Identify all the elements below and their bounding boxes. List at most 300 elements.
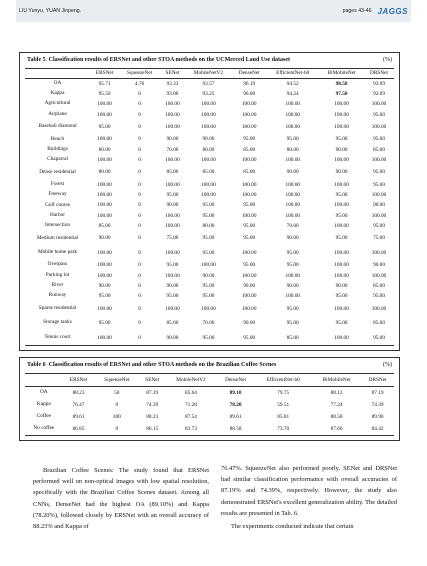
row-label: Agricultural: [44, 100, 71, 107]
table-cell: 100.00: [285, 156, 301, 163]
table-cell: 100.00: [285, 293, 301, 300]
running-header: [16, 0, 411, 22]
row-label: Airplane: [48, 110, 67, 117]
table-cell: 100.00: [201, 123, 216, 130]
table-cell: 95.00: [243, 235, 256, 242]
table-cell: 95.00: [286, 262, 299, 269]
table-cell: 80.00: [202, 146, 215, 153]
table-row: [25, 423, 394, 436]
table-cell: 95.00: [202, 249, 215, 256]
table-cell: 100.00: [97, 192, 112, 199]
table-cell: 95.00: [185, 330, 232, 345]
table-cell: 95.00: [335, 192, 348, 199]
table-cell: 0: [138, 192, 141, 199]
table-cell: 0: [138, 249, 141, 256]
table-cell: 95.00: [335, 136, 348, 143]
table-cell: 100.00: [241, 212, 257, 219]
table-cell: 100.00: [165, 222, 180, 229]
table-row: [25, 399, 394, 411]
row-label: No coffee: [25, 423, 63, 436]
row-label: Intersection: [45, 222, 71, 229]
table5-label: Table 5: [27, 57, 46, 63]
table-cell: 93.57: [202, 80, 215, 87]
table-cell: 89.10: [229, 389, 242, 396]
table-cell: 100.00: [165, 249, 180, 256]
table-cell: 100.00: [334, 222, 349, 229]
table-cell: 92.09: [373, 90, 385, 97]
table-cell: 100.00: [97, 111, 112, 118]
table-row: [25, 231, 394, 246]
table-cell: 100.00: [334, 262, 349, 269]
table-cell: 85.00: [373, 320, 385, 326]
table-cell: 95.00: [286, 320, 299, 326]
table-cell: 95.00: [373, 169, 385, 176]
table-cell: 90.00: [335, 169, 348, 176]
table-cell: 75.00: [166, 235, 179, 242]
column-header: DenseNet: [217, 373, 255, 386]
table-cell: 0: [138, 169, 141, 176]
table-cell: 95.00: [98, 293, 111, 300]
table-row: [25, 210, 394, 220]
table-row: [25, 99, 394, 109]
table-cell: 100.00: [334, 111, 349, 118]
table-cell: 95.00: [286, 136, 299, 143]
table-row: [25, 281, 394, 291]
table-cell: 95.00: [364, 330, 394, 345]
table-cell: 80.00: [98, 146, 111, 153]
column-header: DRSNet: [364, 68, 394, 78]
table-row: [25, 144, 394, 154]
table-cell: 100.00: [201, 262, 216, 269]
row-label: Chaparral: [47, 156, 68, 163]
table-cell: 70.00: [286, 222, 299, 229]
table-cell: 98.58: [335, 80, 348, 87]
table-row: [25, 134, 394, 144]
table-cell: 95.00: [243, 202, 256, 209]
paragraph: 76.47%. SqueezeNet also performed poorly. SENet and DRSNet had similar classification performance with overall accuracies of 87.19% and 74.39%, respectively. However, the study also demonstrated ERSNet's excellent generalization ability. The detailed results are presented in Tab. 6.: [221, 465, 397, 517]
table-cell: 94.52: [286, 80, 299, 87]
table-row: [25, 109, 394, 119]
table-cell: 100.00: [371, 305, 387, 312]
table-cell: 0: [138, 235, 141, 242]
table-cell: 100.00: [241, 272, 257, 279]
row-label: Harbor: [50, 211, 66, 218]
table-cell: 100.00: [165, 101, 180, 108]
row-label: River: [51, 282, 64, 288]
table-cell: 100.00: [90, 330, 119, 345]
table-cell: 95.00: [243, 262, 256, 269]
table-cell: 87.66: [312, 423, 361, 436]
table-row: [25, 270, 394, 280]
table-cell: 100.00: [371, 156, 387, 163]
table-row: [25, 316, 394, 331]
table-cell: 95.00: [166, 293, 179, 300]
table5-box: [19, 52, 400, 351]
column-header: MobileNetV2: [165, 373, 217, 386]
table-cell: 86.15: [139, 423, 165, 436]
table-cell: 87.54: [185, 413, 197, 420]
row-label: OA: [39, 388, 48, 395]
column-header: [25, 68, 90, 78]
column-header: ERSNet: [90, 68, 119, 78]
table-cell: 100.00: [241, 192, 257, 199]
table-cell: 95.00: [243, 222, 256, 229]
table-cell: 95.00: [286, 249, 299, 256]
body-column-left: [33, 463, 209, 532]
row-label: Golf course: [45, 201, 70, 208]
table-cell: 79.75: [277, 389, 290, 396]
table-cell: 100.00: [97, 136, 112, 143]
row-label: Parking lot: [45, 271, 70, 278]
table-cell: 0: [138, 212, 141, 219]
table5-unit: (%): [383, 57, 392, 63]
column-header: SENet: [160, 68, 185, 78]
row-label: Baseball diamond: [38, 123, 77, 130]
table-cell: 85.00: [266, 330, 319, 345]
row-label: Medium residential: [36, 234, 79, 241]
table-cell: 100.00: [334, 181, 349, 188]
table-cell: 100.00: [201, 192, 216, 199]
table-cell: 100.00: [165, 305, 180, 312]
table-cell: 100.00: [371, 212, 387, 219]
row-label: Sparse residential: [38, 304, 77, 311]
table-cell: 100.00: [334, 202, 349, 209]
table-cell: 90.00: [373, 262, 385, 269]
column-header: MobileNetV2: [185, 68, 232, 78]
row-label: Freeway: [48, 191, 67, 198]
table-cell: 93.00: [166, 90, 179, 97]
table-cell: 100.00: [371, 101, 387, 108]
table-cell: 71.28: [185, 401, 197, 408]
table6-title: Classification results of ERSNet and other STOA methods on the Brazilian Coffee Scenes: [48, 362, 277, 368]
table-cell: 90.00: [335, 282, 348, 289]
table-row: [25, 411, 394, 423]
column-header: SqueezeNet: [94, 373, 139, 386]
table-cell: 85.00: [243, 146, 256, 153]
table-cell: 100.00: [285, 192, 301, 199]
table-cell: 95.00: [202, 293, 215, 300]
table-cell: 100.00: [285, 181, 301, 188]
table-cell: 90.00: [286, 169, 299, 176]
table-cell: 100.00: [334, 249, 349, 256]
table-cell: 95.00: [202, 282, 215, 289]
table-cell: 95.00: [373, 136, 385, 143]
table-cell: 100.00: [165, 156, 180, 163]
table-cell: 78.20: [229, 401, 242, 408]
table-cell: 85.00: [373, 146, 385, 153]
table-cell: 100.00: [241, 111, 257, 118]
table-cell: 100.00: [165, 181, 180, 188]
table-cell: 0: [138, 262, 141, 269]
row-label: Storage tanks: [43, 319, 72, 326]
table-cell: 95.00: [243, 136, 256, 143]
table-cell: 95.71: [98, 80, 111, 87]
table-cell: 95.00: [98, 320, 111, 326]
table-cell: 90.00: [98, 282, 111, 289]
table-cell: 0: [119, 330, 160, 345]
table-cell: 0: [138, 293, 141, 300]
table-row: [25, 89, 394, 99]
table-cell: 100.00: [285, 202, 301, 209]
column-header: EfficientNet-b0: [254, 373, 312, 386]
table-cell: 0: [138, 123, 141, 130]
table-row: [25, 190, 394, 200]
table-cell: 90.00: [286, 235, 299, 242]
table-cell: 95.00: [335, 293, 348, 300]
paragraph: The experiments conducted indicate that certain: [231, 523, 354, 531]
table-cell: 85.64: [185, 389, 197, 396]
column-header: SENet: [139, 373, 165, 386]
table-cell: 94.24: [286, 90, 299, 97]
table-cell: 100.00: [97, 101, 112, 108]
table-cell: 100.00: [97, 181, 112, 188]
row-label: Kappa: [36, 400, 51, 407]
table-cell: 90.00: [202, 272, 215, 279]
table-cell: 88.23: [72, 389, 85, 396]
column-header: DenseNet: [232, 68, 266, 78]
table-cell: 88.58: [217, 423, 255, 436]
table-row: [25, 301, 394, 316]
table-cell: 95.00: [373, 293, 385, 300]
table-row: [25, 260, 394, 270]
table-cell: 90.00: [166, 202, 179, 209]
table5: [25, 68, 394, 346]
table-cell: 100.00: [97, 305, 112, 312]
table-cell: 90.00: [202, 136, 215, 143]
table-cell: 95.00: [232, 330, 266, 345]
table-cell: 90.00: [373, 202, 385, 209]
table-row: [25, 330, 394, 345]
paragraph: Brazilian Coffee Scenes: The study found that ERSNet performed well on non-optical images with low spatial resolution, specifically with the Brazilian Coffee Scenes dataset. Among all CNNs, DenseNet had the highest OA (89.10%) and Kappa (78.20%), followed closely by ERSNet with an overall accuracy of 88.23% and Kappa of: [33, 467, 209, 531]
table-cell: 100.00: [241, 101, 257, 108]
table-cell: 96.00: [243, 90, 256, 97]
table-cell: 90.00: [98, 235, 111, 242]
table-cell: 84.42: [361, 423, 394, 436]
table-cell: 93.25: [202, 90, 215, 97]
table-cell: 100.00: [285, 101, 301, 108]
table-cell: 100.00: [97, 249, 112, 256]
table-cell: 0: [138, 222, 141, 229]
table-row: [25, 221, 394, 231]
header-authors: LIU Yunyu, YUAN Jinpeng.: [19, 8, 82, 14]
table-cell: 80.00: [98, 169, 111, 176]
table-row: [25, 155, 394, 165]
table-row: [25, 200, 394, 210]
table-cell: 0: [138, 101, 141, 108]
table6-label: Table 6: [27, 362, 46, 368]
table-cell: 0: [138, 156, 141, 163]
table-cell: 100: [112, 413, 121, 420]
table-row: [25, 180, 394, 190]
table-cell: 93.33: [166, 80, 179, 87]
column-header: DRSNet: [361, 373, 394, 386]
table-cell: 88.12: [330, 389, 343, 396]
table-cell: 0: [94, 423, 139, 436]
column-header: BiMobileNet: [312, 373, 361, 386]
row-label: Tennis court: [25, 330, 90, 345]
table-cell: 90.00: [160, 330, 185, 345]
table-cell: 90.00: [166, 136, 179, 143]
table-cell: 0: [138, 146, 141, 153]
table-cell: 100.00: [201, 156, 216, 163]
table-cell: 89.61: [72, 413, 85, 420]
table-cell: 100.00: [241, 181, 257, 188]
header-pages: pages 43-46: [342, 8, 372, 14]
table-cell: 100.00: [241, 293, 257, 300]
table-cell: 97.50: [335, 90, 348, 97]
table-cell: 100.00: [165, 111, 180, 118]
table-cell: 89.96: [371, 413, 384, 420]
table6-box: [19, 357, 400, 441]
table-cell: 95.00: [335, 320, 348, 326]
table-cell: 93.09: [373, 80, 385, 87]
body-column-right: [221, 463, 397, 532]
table-cell: 95.00: [335, 235, 348, 242]
table-cell: 90.00: [286, 282, 299, 289]
table-cell: 85.81: [277, 413, 290, 420]
table-cell: 100.00: [165, 272, 180, 279]
table-cell: 100.00: [241, 249, 257, 256]
table-cell: 85.00: [202, 169, 215, 176]
row-label: Forest: [50, 180, 65, 187]
table-cell: 100.00: [97, 262, 112, 269]
column-header: BiMobileNet: [319, 68, 364, 78]
row-label: Beach: [50, 135, 65, 142]
table-cell: 85.00: [98, 222, 111, 229]
table-cell: 96.19: [243, 80, 256, 87]
table-cell: 100.00: [371, 192, 387, 199]
table-cell: 100.00: [371, 272, 387, 279]
journal-logo: JAGGS: [377, 6, 408, 16]
table6: [25, 373, 394, 436]
table-cell: 95.00: [202, 202, 215, 209]
table-cell: 0: [138, 136, 141, 143]
table-cell: 100.00: [241, 305, 257, 312]
table-cell: 87.19: [146, 389, 159, 396]
table6-caption: [27, 362, 392, 370]
table-cell: 70.00: [166, 146, 179, 153]
table-cell: 100.00: [97, 202, 112, 209]
table-cell: 100.00: [334, 101, 349, 108]
table-cell: 85.00: [373, 282, 385, 289]
table-cell: 100.00: [319, 330, 364, 345]
table-cell: 95.00: [202, 235, 215, 242]
table-cell: 90.00: [335, 146, 348, 153]
table-cell: 88.23: [146, 413, 159, 420]
table-cell: 85.00: [166, 320, 179, 326]
table6-unit: (%): [383, 362, 392, 368]
table-cell: 100.00: [165, 123, 180, 130]
table-cell: 100.00: [97, 156, 112, 163]
table-cell: 100.00: [165, 212, 180, 219]
table-cell: 0: [138, 282, 141, 289]
table-row: [25, 78, 394, 89]
table-cell: 100.00: [334, 305, 349, 312]
table-cell: 80.00: [286, 146, 299, 153]
table-cell: 100.00: [285, 123, 301, 130]
table-cell: 0: [138, 305, 141, 312]
table-cell: 70.00: [202, 320, 215, 326]
table-cell: 100.00: [97, 212, 112, 219]
table-cell: 100.00: [201, 111, 216, 118]
table-cell: 100.00: [334, 156, 349, 163]
table-cell: 85.00: [166, 169, 179, 176]
table-cell: 0: [115, 401, 119, 408]
table-cell: 95.50: [98, 90, 111, 97]
table-row: [25, 386, 394, 399]
table-cell: 95.00: [286, 305, 299, 312]
row-label: Coffee: [36, 412, 51, 419]
table-cell: 100.00: [334, 123, 349, 130]
body-text: [33, 463, 397, 532]
column-header: EfficientNet-b0: [266, 68, 319, 78]
table-cell: 0: [138, 202, 141, 209]
table-cell: 100.00: [371, 123, 387, 130]
table-cell: 80.00: [202, 222, 215, 229]
table-cell: 100.00: [371, 249, 387, 256]
table-cell: 76.47: [72, 401, 85, 408]
table-cell: 100.00: [334, 272, 349, 279]
row-label: Kappa: [50, 90, 65, 97]
column-header: ERSNet: [63, 373, 95, 386]
table-row: [25, 291, 394, 301]
table-cell: 4.76: [134, 80, 145, 87]
table-row: [25, 120, 394, 135]
table-cell: 95.00: [166, 262, 179, 269]
table-cell: 100.00: [285, 111, 301, 118]
table-cell: 100.00: [97, 272, 112, 279]
column-header: SqueezeNet: [119, 68, 160, 78]
table-cell: 100.00: [285, 272, 301, 279]
table-cell: 88.58: [330, 413, 343, 420]
row-label: Overpass: [47, 261, 68, 268]
table-cell: 75.00: [373, 235, 385, 242]
table-cell: 0: [138, 181, 141, 188]
row-label: Buildings: [47, 145, 68, 152]
table-cell: 0: [138, 90, 141, 97]
row-label: Runway: [48, 292, 67, 299]
table-cell: 83.73: [165, 423, 217, 436]
table5-title: Classification results of ERSNet and other STOA methods on the UCMerced Land Use dataset: [48, 57, 291, 63]
table-cell: 90.00: [243, 282, 256, 289]
table-cell: 100.00: [241, 123, 257, 130]
table-row: [25, 246, 394, 261]
table-cell: 85.00: [243, 169, 256, 176]
table-cell: 87.19: [371, 389, 384, 396]
table-row: [25, 165, 394, 180]
table-cell: 50: [114, 389, 120, 396]
table-cell: 95.00: [335, 212, 348, 219]
table-cell: 95.00: [373, 111, 385, 118]
table-cell: 100.00: [201, 181, 216, 188]
row-label: Dense residential: [39, 168, 76, 175]
table-cell: 59.51: [277, 401, 290, 408]
column-header: [25, 373, 63, 386]
row-label: Mobile home park: [37, 249, 78, 256]
table-cell: 100.00: [201, 101, 216, 108]
table-cell: 100.00: [201, 305, 216, 312]
table-cell: 0: [138, 320, 141, 326]
table-cell: 100.00: [285, 212, 301, 219]
table-cell: 95.00: [373, 181, 385, 188]
table-cell: 100.00: [241, 156, 257, 163]
table-cell: 0: [138, 272, 141, 279]
table-cell: 89.61: [229, 413, 242, 420]
table-cell: 74.39: [371, 401, 384, 408]
table-cell: 90.00: [166, 282, 179, 289]
table-cell: 95.00: [202, 212, 215, 219]
table-cell: 77.24: [330, 401, 343, 408]
